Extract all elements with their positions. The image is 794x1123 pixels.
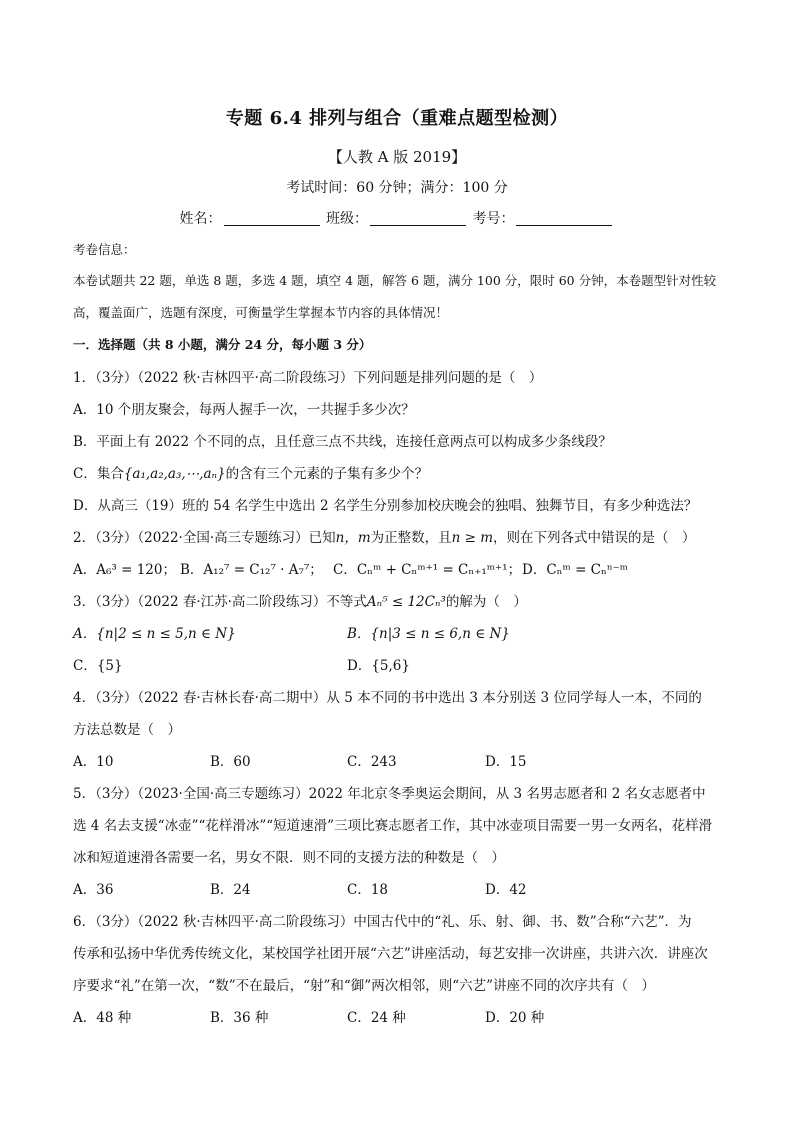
q6-stem-line-1: 6．（3分）（2022 秋·吉林四平·高二阶段练习）中国古代中的“礼、乐、射、御、书、数”合称“六艺”．为 <box>73 914 692 930</box>
q4-option-b: B．60 <box>210 754 251 770</box>
q1-option-b: B．平面上有 2022 个不同的点，且任意三点不共线，连接任意两点可以构成多少条线段？ <box>73 434 612 450</box>
q4-option-c: C．243 <box>347 754 397 770</box>
q2-option-a: A．A₆³ = 120； <box>73 562 176 578</box>
q3-option-b: B．{n|3 ≤ n ≤ 6,n ∈ N} <box>347 626 510 642</box>
q3-inequality: Aₙ⁵ ≤ 12Cₙ³ <box>366 594 446 610</box>
q6-option-a: A．48 种 <box>73 1010 132 1026</box>
q1-option-c-post: 的含有三个元素的子集有多少个？ <box>225 466 429 482</box>
page-title: 专题 6.4 排列与组合（重难点题型检测） <box>225 108 569 129</box>
student-info-row <box>0 208 794 228</box>
q3-stem <box>73 590 733 610</box>
q2-option-b: B．A₁₂⁷ = C₁₂⁷ · A₇⁷； <box>180 562 323 578</box>
q2-stem <box>73 526 733 546</box>
q2-option-d: D．Cₙᵐ = Cₙⁿ⁻ᵐ <box>522 562 629 578</box>
q6-option-b: B．36 种 <box>210 1010 269 1026</box>
q6-stem-line-3: 序要求“礼”在第一次，“数”不在最后，“射”和“御”两次相邻，则“六艺”讲座不同的次序共有（ ） <box>73 978 656 994</box>
q1-stem: 1．（3分）（2022 秋·吉林四平·高二阶段练习）下列问题是排列问题的是（ ） <box>73 370 543 386</box>
q5-option-a: A．36 <box>73 882 114 898</box>
q2-option-c: C．Cₙᵐ + Cₙᵐ⁺¹ = Cₙ₊₁ᵐ⁺¹； <box>333 562 522 578</box>
info-line-2: 高，覆盖面广，选题有深度，可衡量学生掌握本节内容的具体情况！ <box>73 305 449 320</box>
info-label: 考卷信息： <box>73 242 136 257</box>
q4-stem-line-2: 方法总数是（ ） <box>73 722 181 738</box>
name-label: 姓名： <box>179 211 222 227</box>
q4-option-a: A．10 <box>73 754 114 770</box>
q3-option-c: C．{5} <box>73 658 123 674</box>
q2-condition: n ≥ m <box>451 530 494 546</box>
q5-stem-line-1: 5．（3分）（2023·全国·高三专题练习）2022 年北京冬季奥运会期间，从 3 名男志愿者和 2 名女志愿者中 <box>73 786 706 802</box>
q1-option-c-pre: C．集合 <box>73 466 124 482</box>
class-blank[interactable] <box>370 211 466 226</box>
q4-stem-line-1: 4．（3分）（2022 春·吉林长春·高二期中）从 5 本不同的书中选出 3 本分别送 3 位同学每人一本，不同的 <box>73 690 702 706</box>
q1-set-expression: {a₁,a₂,a₃,⋯,aₙ} <box>123 466 226 482</box>
q4-option-d: D．15 <box>485 754 527 770</box>
q2-stem-mid: 为正整数，且 <box>370 530 452 546</box>
q6-option-c: C．24 种 <box>347 1010 406 1026</box>
q6-stem-line-2: 传承和弘扬中华优秀传统文化，某校国学社团开展“六艺”讲座活动，每艺安排一次讲座，共讲六次．讲座次 <box>73 946 708 962</box>
number-blank[interactable] <box>516 211 612 226</box>
q2-stem-pre: 2．（3分）（2022·全国·高三专题练习）已知 <box>73 530 336 546</box>
name-blank[interactable] <box>224 211 320 226</box>
section-heading: 一．选择题（共 8 小题，满分 24 分，每小题 3 分） <box>73 337 372 352</box>
edition-label: 【人教 A 版 2019】 <box>327 148 467 166</box>
q2-vars: n，m <box>335 530 371 546</box>
q5-option-c: C．18 <box>347 882 389 898</box>
q3-stem-post: 的解为（ ） <box>445 594 527 610</box>
q6-option-d: D．20 种 <box>485 1010 545 1026</box>
q3-stem-pre: 3．（3分）（2022 春·江苏·高二阶段练习）不等式 <box>73 594 367 610</box>
q2-stem-post: ，则在下列各式中错误的是（ ） <box>493 530 696 546</box>
class-label: 班级： <box>326 211 368 227</box>
q1-option-d: D．从高三（19）班的 54 名学生中选出 2 名学生分别参加校庆晚会的独唱、独舞节目，有多少种选法？ <box>73 498 698 514</box>
exam-time: 考试时间：60 分钟；满分：100 分 <box>286 180 508 196</box>
q1-option-a: A．10 个朋友聚会，每两人握手一次，一共握手多少次？ <box>73 402 415 418</box>
q5-stem-line-2: 选 4 名去支援“冰壶”“花样滑冰”“短道速滑”三项比赛志愿者工作，其中冰壶项目需要一男一女两名，花样滑 <box>73 818 713 834</box>
q1-option-c <box>73 462 733 482</box>
q3-option-a: A．{n|2 ≤ n ≤ 5,n ∈ N} <box>73 626 236 642</box>
q5-option-d: D．42 <box>485 882 527 898</box>
q5-stem-line-3: 冰和短道速滑各需要一名，男女不限．则不同的支援方法的种数是（ ） <box>73 850 505 866</box>
q3-option-d: D．{5,6} <box>347 658 410 674</box>
q5-option-b: B．24 <box>210 882 251 898</box>
info-line-1: 本卷试题共 22 题，单选 8 题，多选 4 题，填空 4 题，解答 6 题，满分 100 分，限时 60 分钟，本卷题型针对性较 <box>73 273 717 288</box>
number-label: 考号： <box>472 211 515 227</box>
